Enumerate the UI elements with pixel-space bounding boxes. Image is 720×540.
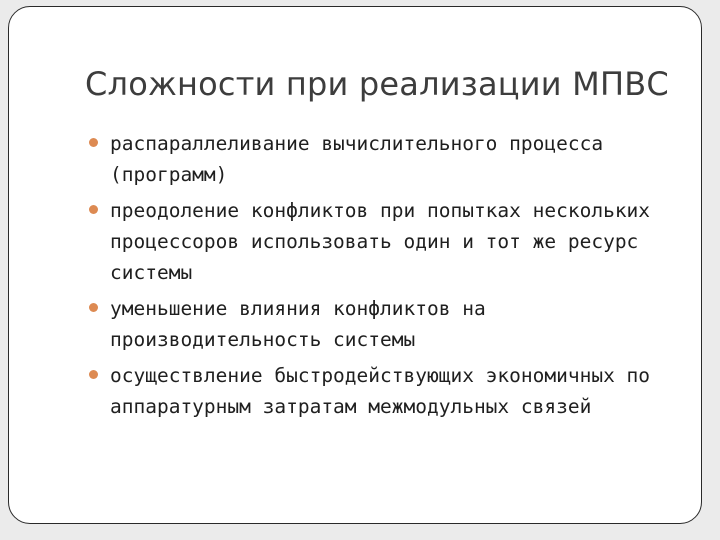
bullet-dot-icon <box>89 303 98 312</box>
list-item <box>87 195 667 288</box>
bullet-dot-icon <box>89 138 98 147</box>
bullet-dot-icon <box>89 370 98 379</box>
bullet-text: распараллеливание вычислительного процесса (программ) <box>110 132 604 186</box>
slide-title: Сложности при реализации МПВС <box>85 65 669 103</box>
list-item <box>87 293 667 355</box>
list-item <box>87 128 667 190</box>
bullet-list <box>87 128 667 427</box>
bullet-dot-icon <box>89 205 98 214</box>
list-item <box>87 360 667 422</box>
slide-frame <box>8 6 702 524</box>
bullet-text: преодоление конфликтов при попытках нескольких процессоров использовать один и тот же ресурс системы <box>110 199 651 284</box>
bullet-text: осуществление быстродействующих экономичных по аппаратурным затратам межмодульных связей <box>110 364 651 418</box>
bullet-text: уменьшение влияния конфликтов на производительность системы <box>110 297 486 351</box>
